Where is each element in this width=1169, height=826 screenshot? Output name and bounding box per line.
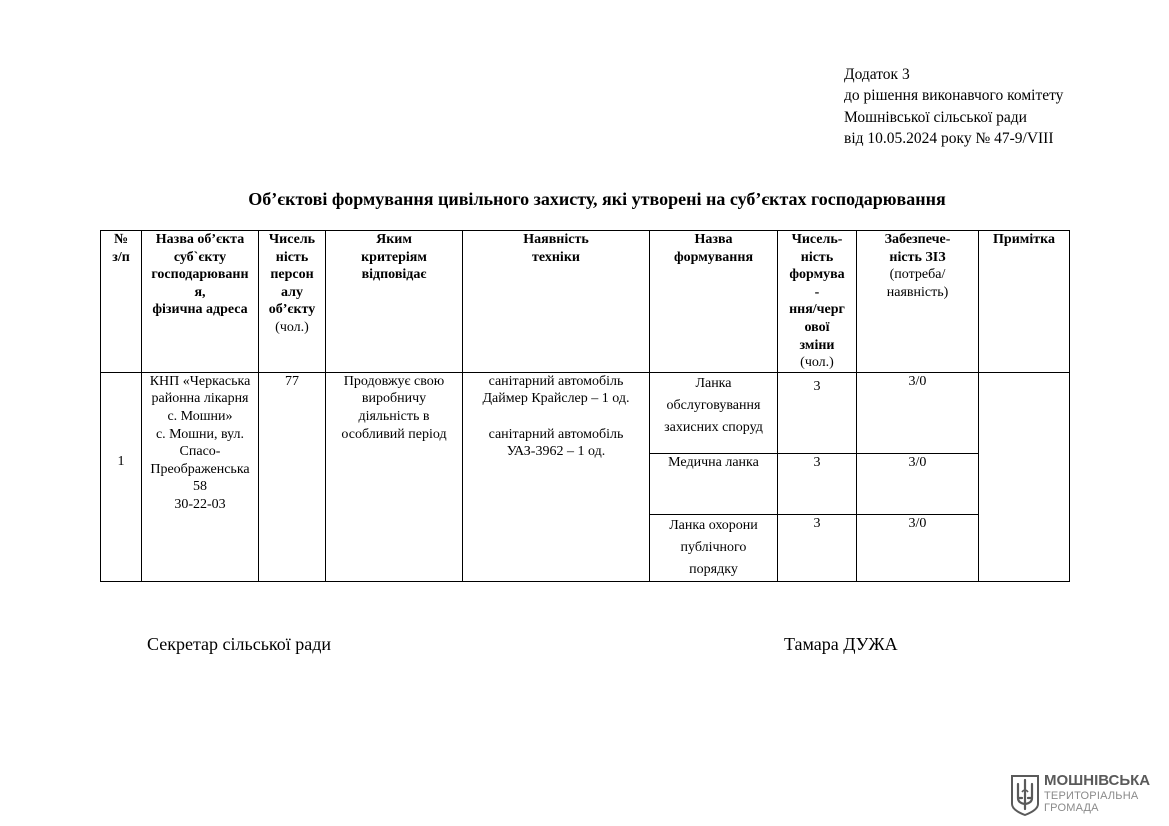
table-header-row xyxy=(101,231,1070,373)
header-criteria: Яким критеріям відповідає xyxy=(326,231,463,373)
row-object-address: КНП «Черкаська районна лікарня с. Мошни» с. Мошни, вул. Спасо- Преображенська 58 30-22-03 xyxy=(142,372,259,581)
formation-ppe: 3/0 xyxy=(857,453,979,514)
appendix-line-4: від 10.05.2024 року № 47-9/VIII xyxy=(844,129,1054,147)
header-num: № з/п xyxy=(101,231,142,373)
header-formation: Назва формування xyxy=(650,231,778,373)
formation-ppe: 3/0 xyxy=(857,514,979,581)
document-title: Об’єктові формування цивільного захисту, які утворені на суб’єктах господарювання xyxy=(248,189,946,209)
logo-subtitle-2: ГРОМАДА xyxy=(1044,802,1099,814)
trident-emblem-icon xyxy=(1010,774,1040,816)
community-logo xyxy=(1010,772,1160,818)
header-staff: Чисель ність персон алу об’єкту (чол.) xyxy=(259,231,326,373)
appendix-line-1: Додаток 3 xyxy=(844,66,910,83)
formation-ppe: 3/0 xyxy=(857,372,979,453)
appendix-line-2: до рішення виконавчого комітету xyxy=(844,87,1064,105)
formation-shift: 3 xyxy=(778,372,857,453)
table-row xyxy=(101,372,1070,453)
appendix-line-3: Мошнівської сільської ради xyxy=(844,108,1027,126)
logo-title: МОШНІВСЬКА xyxy=(1044,772,1151,789)
header-object: Назва об’єкта суб`єкту господарюванн я, фізична адреса xyxy=(142,231,259,373)
row-num: 1 xyxy=(101,372,142,581)
row-equipment: санітарний автомобіль Даймер Крайслер – 1 од. санітарний автомобіль УАЗ-3962 – 1 од. xyxy=(463,372,650,581)
formation-name: Ланка охорони публічного порядку xyxy=(650,514,778,581)
logo-subtitle-1: ТЕРИТОРІАЛЬНА xyxy=(1044,790,1139,802)
formation-shift: 3 xyxy=(778,514,857,581)
civil-protection-table xyxy=(100,230,1070,582)
row-criteria: Продовжує свою виробничу діяльність в особливий період xyxy=(326,372,463,581)
appendix-block xyxy=(844,64,1144,149)
row-staff: 77 xyxy=(259,372,326,581)
formation-shift: 3 xyxy=(778,453,857,514)
row-note xyxy=(979,372,1070,581)
formation-name: Медична ланка xyxy=(650,453,778,514)
header-shift: Чисель- ність формува - ння/черг ової зміни (чол.) xyxy=(778,231,857,373)
header-ppe: Забезпече- ність ЗІЗ (потреба/ наявність) xyxy=(857,231,979,373)
header-note: Примітка xyxy=(979,231,1070,373)
formation-name: Ланка обслуговування захисних споруд xyxy=(650,372,778,453)
signature-position: Секретар сільської ради xyxy=(147,634,332,654)
signature-name: Тамара ДУЖА xyxy=(784,634,898,654)
header-equipment: Наявність техніки xyxy=(463,231,650,373)
